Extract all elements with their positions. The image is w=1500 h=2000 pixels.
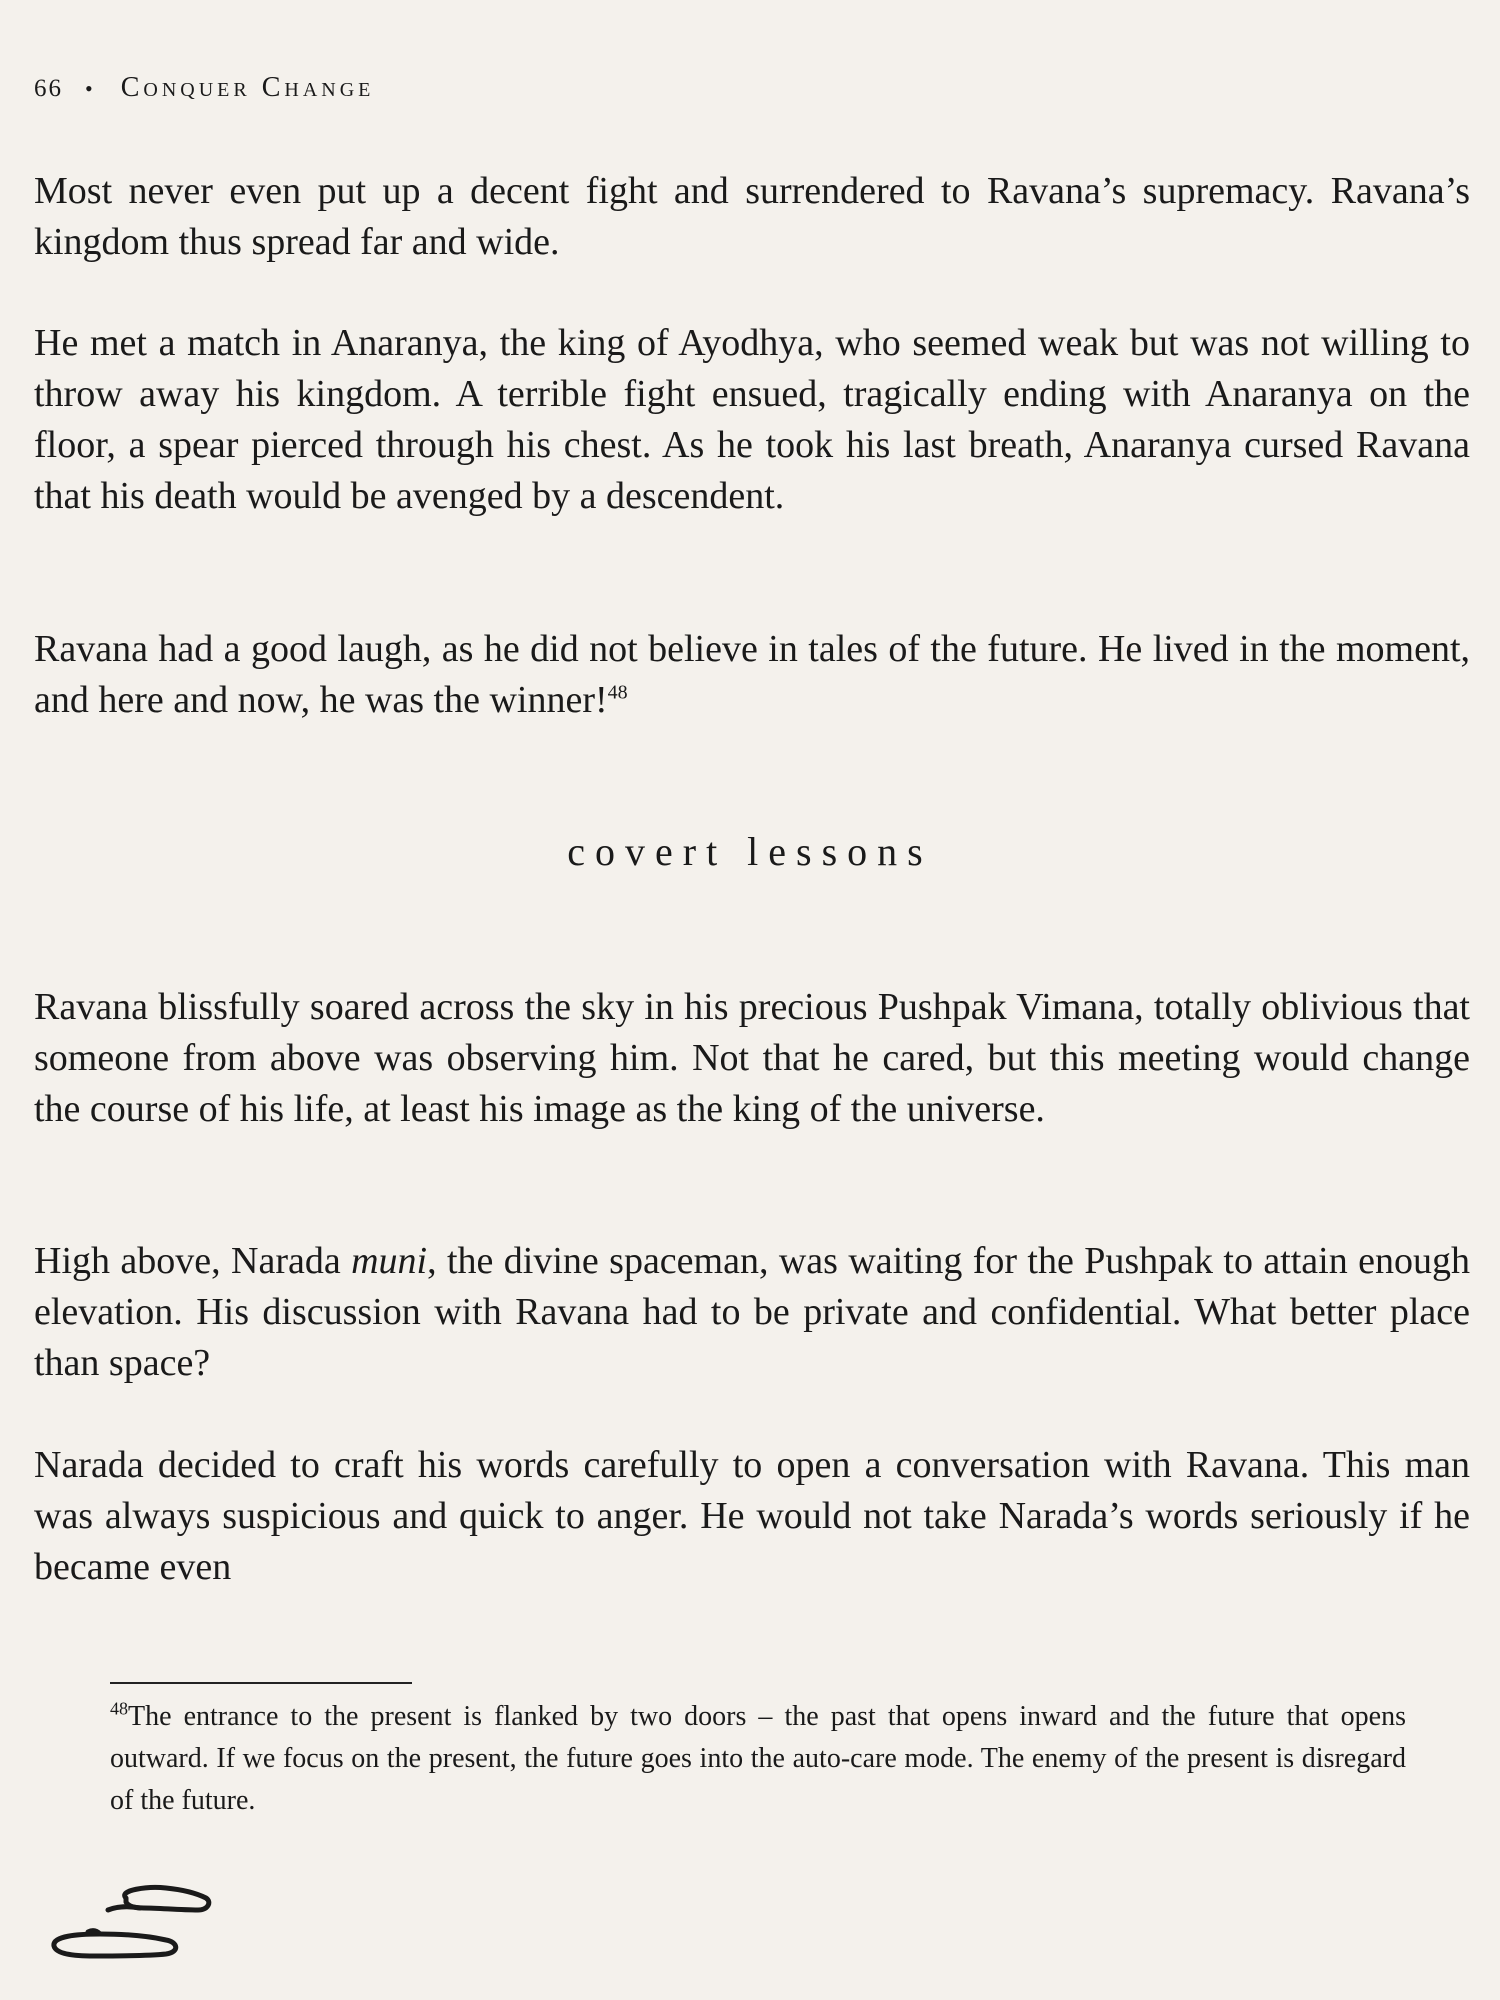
paragraph-4: Ravana blissfully soared across the sky in his precious Pushpak Vimana, totally oblivious that someone from above was observing him. Not that he cared, but this meeting would change the course of his life, at least his image as the king of the universe. [34, 986, 1470, 1130]
book-title: Conquer Change [120, 72, 375, 103]
running-head [34, 72, 374, 104]
paragraph-3-text: Ravana had a good laugh, as he did not believe in tales of the future. He lived in the moment, and here and now, he was the winner! [34, 628, 1470, 721]
footnote-text: The entrance to the present is flanked by two doors – the past that opens inward and the future that opens outward. If we focus on the present, the future goes into the auto-care mode. The enemy of the present is disregard of the future. [110, 1701, 1406, 1816]
paragraph-6: Narada decided to craft his words carefully to open a conversation with Ravana. This man was always suspicious and quick to anger. He would not take Narada’s words seriously if he became even [34, 1444, 1470, 1588]
paragraph-5-italic-term: muni [351, 1240, 428, 1282]
paragraph-3 [34, 624, 1470, 726]
footnote [110, 1696, 1406, 1822]
footnote-divider [110, 1682, 412, 1684]
footnote-reference: 48 [607, 681, 628, 704]
section-title: covert lessons [567, 829, 933, 874]
paragraph-5-text-end: , the divine spaceman, was waiting for the Pushpak to attain enough elevation. His discussion with Ravana had to be private and confidential. What better place than space? [34, 1240, 1470, 1384]
footnote-marker: 48 [110, 1698, 128, 1719]
paragraph-5-text-start: High above, Narada [34, 1240, 352, 1282]
page-number: 66 [34, 75, 63, 102]
paragraph-1: Most never even put up a decent fight and surrendered to Ravana’s supremacy. Ravana’s kingdom thus spread far and wide. [34, 170, 1470, 263]
separator-dot: • [85, 76, 95, 101]
paragraph-5 [34, 1236, 1470, 1389]
paragraph-2: He met a match in Anaranya, the king of Ayodhya, who seemed weak but was not willing to throw away his kingdom. A terrible fight ensued, tragically ending with Anaranya on the floor, a spear pierced through his chest. As he took his last breath, Anaranya cursed Ravana that his death would be avenged by a descendent. [34, 322, 1470, 517]
footprints-ornament-icon [48, 1870, 238, 1975]
